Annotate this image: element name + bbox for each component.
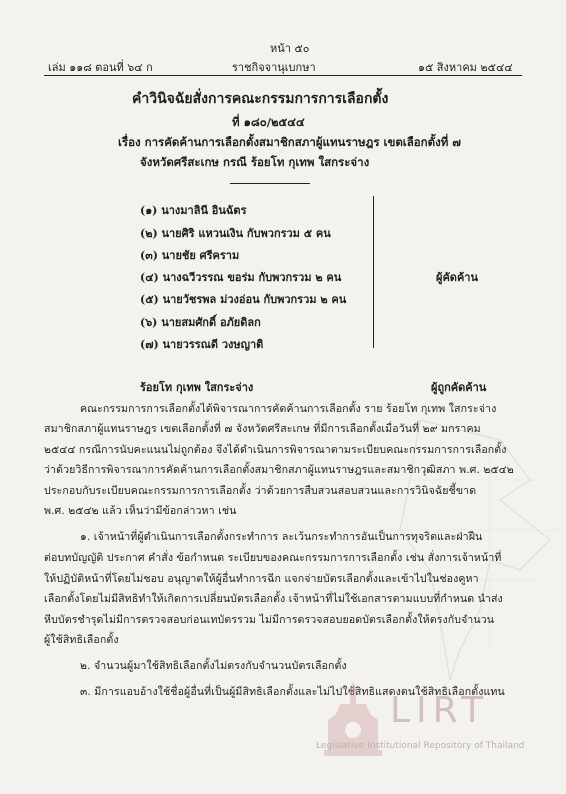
body-line: ว่าด้วยวิธีการพิจารณาการคัดค้านการเลือกตั้งสมาชิกสภาผู้แทนราษฎรและสมาชิกวุฒิสภา พ.ศ. ๒๕๔๒	[44, 464, 514, 476]
objector-item: (๔) นางฉวีวรรณ ขอร่ม กับพวกรวม ๒ คน	[140, 271, 342, 284]
bracket-line	[373, 196, 374, 348]
page-number: หน้า ๕๐	[270, 42, 310, 55]
respondent-label: ผู้ถูกคัดค้าน	[431, 381, 487, 394]
document-number: ที่ ๑๘๐/๒๕๔๔	[232, 115, 305, 129]
body-line: สมาชิกสภาผู้แทนราษฎร เขตเลือกตั้งที่ ๗ จังหวัดศรีสะเกษ ที่มีการเลือกตั้งเมื่อวันที่ ๒๙ มกราคม	[44, 423, 481, 435]
header-rule	[44, 75, 522, 76]
subject-line-1: เรื่อง การคัดค้านการเลือกตั้งสมาชิกสภาผู้แทนราษฎร เขตเลือกตั้งที่ ๗	[118, 135, 461, 149]
objector-item: (๕) นายวัชรพล ม่วงอ่อน กับพวกรวม ๒ คน	[140, 293, 347, 306]
document-title: คำวินิจฉัยสั่งการคณะกรรมการการเลือกตั้ง	[132, 91, 389, 107]
body-line: ประกอบกับระเบียบคณะกรรมการการเลือกตั้ง ว่าด้วยการสืบสวนสอบสวนและการวินิจฉัยชี้ขาด	[44, 485, 477, 497]
body-line: ผู้ใช้สิทธิเลือกตั้ง	[44, 634, 119, 646]
body-line: เลือกตั้งโดยไม่มีสิทธิทำให้เกิดการเปลี่ยนบัตรเลือกตั้ง เจ้าหน้าที่ไม่ใช้เอกสารตามแบบที่กำหนด นำส่ง	[44, 593, 503, 605]
body-line: คณะกรรมการการเลือกตั้งได้พิจารณาการคัดค้านการเลือกตั้ง ราย ร้อยโท กุเทพ ใสกระจ่าง	[80, 403, 497, 415]
body-line: หีบบัตรชำรุดไม่มีการตรวจสอบก่อนเทบัตรรวม ไม่มีการตรวจสอบยอดบัตรเลือกตั้งให้ตรงกับจำนวน	[44, 614, 495, 626]
body-line: ๒. จำนวนผู้มาใช้สิทธิเลือกตั้งไม่ตรงกับจำนวนบัตรเลือกตั้ง	[80, 660, 347, 672]
body-line: ๒๕๔๔ กรณีการนับคะแนนไม่ถูกต้อง จึงได้ดำเนินการพิจารณาตามระเบียบคณะกรรมการการเลือกตั้ง	[44, 444, 507, 456]
body-line: พ.ศ. ๒๕๔๒ แล้ว เห็นว่ามีข้อกล่าวหา เช่น	[44, 505, 237, 517]
objector-item: (๑) นางมาลินี อินฉัตร	[140, 204, 247, 217]
objector-item: (๓) นายชัย ศรีคราม	[140, 249, 240, 262]
volume-issue: เล่ม ๑๑๘ ตอนที่ ๖๔ ก	[48, 61, 153, 74]
gazette-name: ราชกิจจานุเบกษา	[232, 61, 316, 74]
objector-item: (๒) นายศิริ แหวนเงิน กับพวกรวม ๕ คน	[140, 227, 331, 240]
objector-label: ผู้คัดค้าน	[436, 271, 479, 284]
body-line: ๓. มีการแอบอ้างใช้ชื่อผู้อื่นที่เป็นผู้มีสิทธิเลือกตั้งและไม่ไปใช้สิทธิแสดงตนใช้สิทธิเลือกตั้งแทน	[80, 686, 505, 698]
body-line: ต่อบทบัญญัติ ประกาศ คำสั่ง ข้อกำหนด ระเบียบของคณะกรรมการการเลือกตั้ง เช่น สั่งการเจ้าหน้าที่	[44, 552, 502, 564]
gazette-date: ๑๕ สิงหาคม ๒๕๔๔	[418, 61, 513, 74]
body-line: ให้ปฏิบัติหน้าที่โดยไม่ชอบ อนุญาตให้ผู้อื่นทำการฉีก แจกจ่ายบัตรเลือกตั้งและเข้าไปในช่องคูหา	[44, 573, 479, 585]
title-divider	[230, 183, 310, 184]
watermark-brand: LIRT	[390, 690, 490, 731]
respondent-name: ร้อยโท กุเทพ ใสกระจ่าง	[140, 381, 254, 394]
subject-line-2: จังหวัดศรีสะเกษ กรณี ร้อยโท กุเทพ ใสกระจ่าง	[140, 155, 370, 169]
watermark-caption: Legislative Institutional Repository of Thailand	[316, 741, 525, 751]
objector-item: (๖) นายสมศักดิ์ อภัยดิลก	[140, 316, 261, 329]
body-line: ๑. เจ้าหน้าที่ผู้ดำเนินการเลือกตั้งกระทำการ ละเว้นกระทำการอันเป็นการทุจริตและฝ่าฝืน	[80, 531, 483, 543]
objector-item: (๗) นายวรรณดี วงษญาติ	[140, 338, 264, 351]
